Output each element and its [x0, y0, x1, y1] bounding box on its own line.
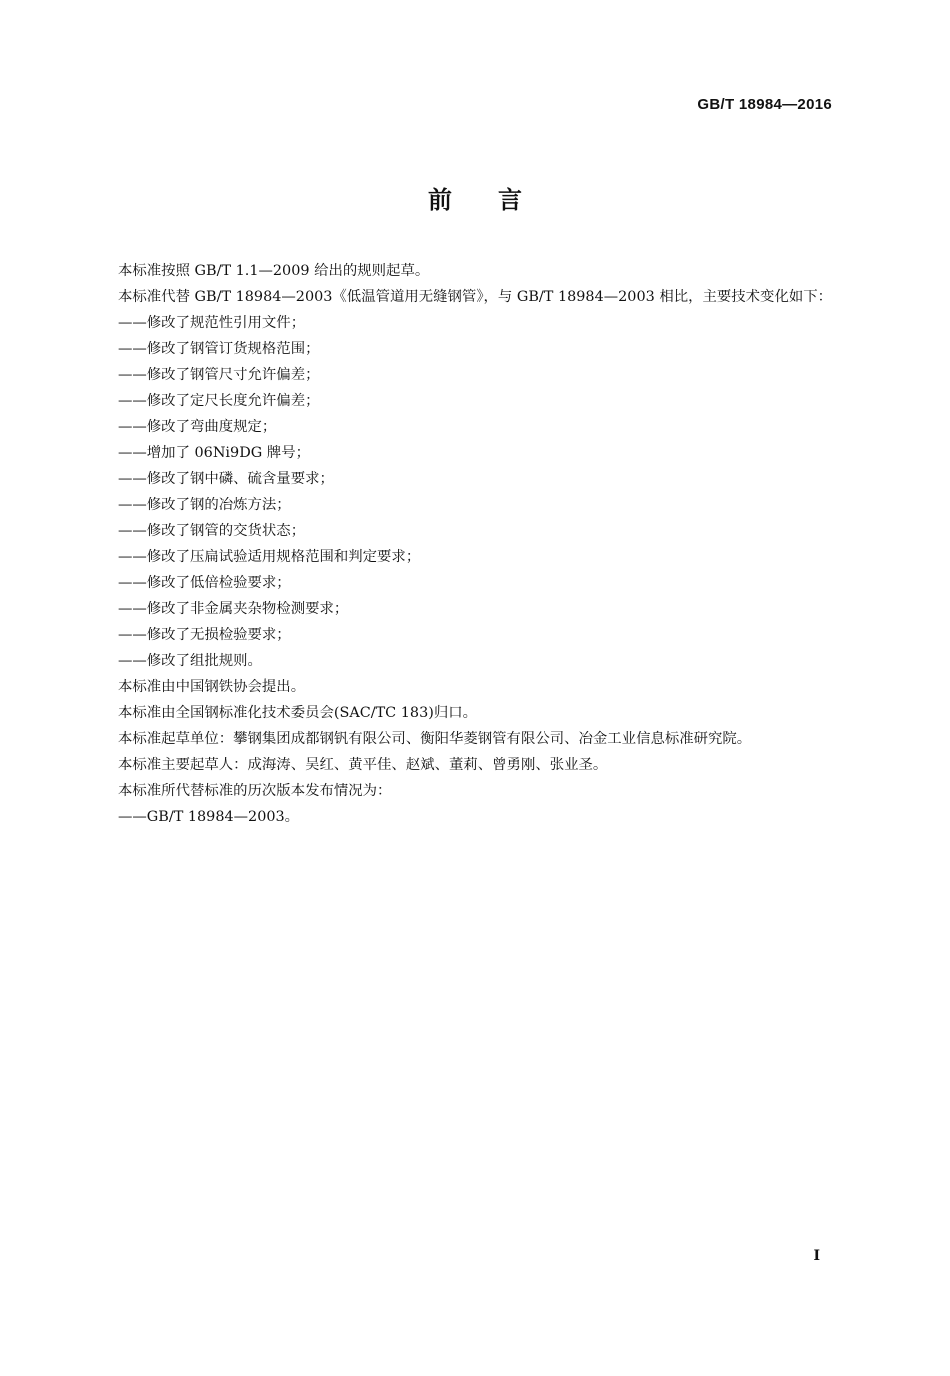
list-item: ——修改了低倍检验要求； [118, 575, 291, 591]
list-item: ——GB/T 18984—2003。 [118, 809, 300, 825]
list-item: ——修改了钢管订货规格范围； [118, 341, 320, 357]
paragraph-drafting-units: 本标准起草单位：攀钢集团成都钢钒有限公司、衡阳华菱钢管有限公司、冶金工业信息标准研究院。 [118, 731, 752, 747]
list-item: ——修改了弯曲度规定； [118, 419, 277, 435]
list-item: ——修改了钢管的交货状态； [118, 523, 306, 539]
paragraph-drafters: 本标准主要起草人：成海涛、吴红、黄平佳、赵斌、董莉、曾勇刚、张业圣。 [118, 757, 608, 773]
standard-number: GB/T 18984—2016 [697, 96, 832, 113]
list-item: ——修改了组批规则。 [118, 653, 262, 669]
list-item: ——修改了压扁试验适用规格范围和判定要求； [118, 549, 421, 565]
list-item: ——修改了定尺长度允许偏差； [118, 393, 320, 409]
list-item: ——修改了规范性引用文件； [118, 315, 306, 331]
page-number: I [813, 1248, 820, 1264]
document-body [88, 258, 844, 830]
paragraph-drafting-rules: 本标准按照 GB/T 1.1—2009 给出的规则起草。 [118, 263, 430, 279]
list-item: ——修改了非金属夹杂物检测要求； [118, 601, 349, 617]
list-item: ——修改了无损检验要求； [118, 627, 291, 643]
paragraph-history-intro: 本标准所代替标准的历次版本发布情况为： [118, 783, 392, 799]
changes-list [88, 310, 844, 674]
paragraph-replacement: 本标准代替 GB/T 18984—2003《低温管道用无缝钢管》，与 GB/T 18984—2003 相比，主要技术变化如下： [118, 289, 833, 305]
list-item: ——修改了钢中磷、硫含量要求； [118, 471, 334, 487]
paragraph-proposed-by: 本标准由中国钢铁协会提出。 [118, 679, 306, 695]
paragraph-administered-by: 本标准由全国钢标准化技术委员会(SAC/TC 183)归口。 [118, 705, 478, 721]
page-title: 前言 [428, 185, 568, 214]
list-item: ——修改了钢的冶炼方法； [118, 497, 291, 513]
list-item: ——增加了 06Ni9DG 牌号； [118, 445, 310, 461]
list-item: ——修改了钢管尺寸允许偏差； [118, 367, 320, 383]
